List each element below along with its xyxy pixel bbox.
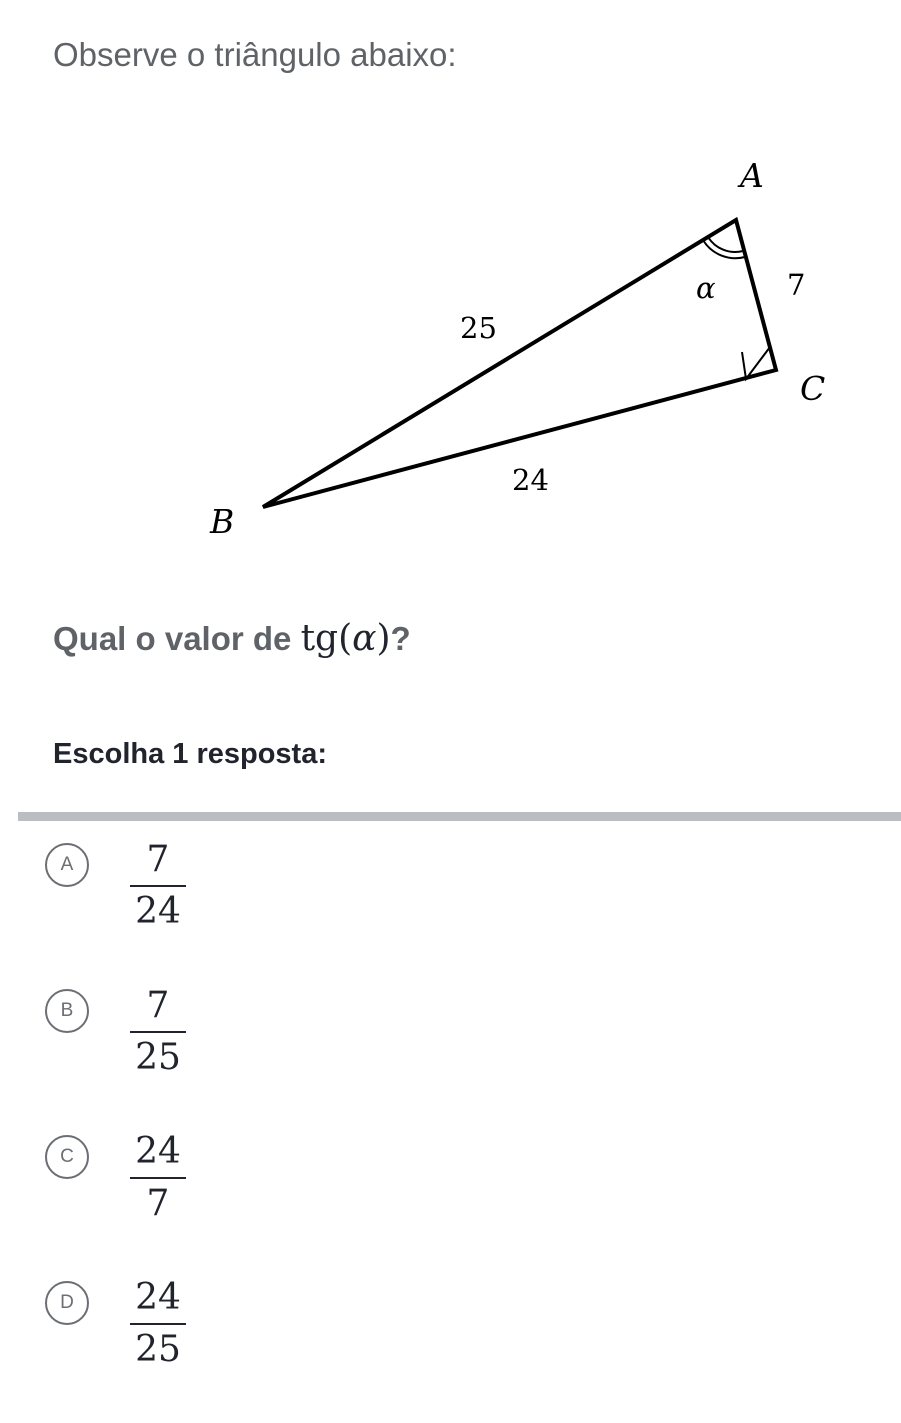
choice-d-denominator: 25 <box>135 1329 181 1370</box>
choice-d-numerator: 24 <box>135 1277 181 1318</box>
choice-d[interactable] <box>0 1260 901 1400</box>
choice-c[interactable] <box>0 1114 901 1254</box>
question-suffix: ? <box>390 620 411 657</box>
choice-b-fraction <box>130 983 186 1081</box>
choice-c-fraction <box>130 1129 186 1227</box>
choice-b-letter[interactable]: B <box>45 989 89 1033</box>
choice-d-fraction <box>130 1275 186 1373</box>
choice-c-letter[interactable]: C <box>45 1135 89 1179</box>
choice-a-letter[interactable]: A <box>45 843 89 887</box>
angle-arc-inner <box>708 237 743 252</box>
question-close: ) <box>376 618 391 659</box>
triangle-figure <box>180 140 880 560</box>
question-prefix: Qual o valor de <box>53 620 301 657</box>
choice-a-denominator: 24 <box>135 891 181 932</box>
vertex-label-a: A <box>740 156 764 195</box>
triangle-svg <box>180 140 880 560</box>
intro-text: Observe o triângulo abaixo: <box>53 36 457 73</box>
question-text <box>53 618 411 659</box>
choices-divider <box>18 812 901 821</box>
question-math <box>301 618 391 659</box>
question-var: α <box>352 618 377 659</box>
choice-c-numerator: 24 <box>135 1131 181 1172</box>
angle-label-alpha: α <box>696 271 716 305</box>
answer-prompt: Escolha 1 resposta: <box>53 738 327 770</box>
choice-b-numerator: 7 <box>146 985 170 1026</box>
side-label-ac: 7 <box>787 268 806 302</box>
choice-d-letter[interactable]: D <box>45 1281 89 1325</box>
side-label-ab: 25 <box>460 311 497 345</box>
choice-a[interactable] <box>0 822 901 962</box>
choice-a-numerator: 7 <box>146 839 170 880</box>
question-func: tg( <box>300 618 353 659</box>
choice-b[interactable] <box>0 968 901 1108</box>
choice-b-fraction-bar <box>130 1031 186 1033</box>
choice-b-denominator: 25 <box>135 1037 181 1078</box>
choice-a-fraction-bar <box>130 885 186 887</box>
vertex-label-b: B <box>210 502 235 541</box>
side-label-bc: 24 <box>512 463 549 497</box>
choice-c-fraction-bar <box>130 1177 186 1179</box>
choice-c-denominator: 7 <box>146 1183 170 1224</box>
choice-a-fraction <box>130 837 186 935</box>
choice-d-fraction-bar <box>130 1323 186 1325</box>
vertex-label-c: C <box>800 369 826 408</box>
